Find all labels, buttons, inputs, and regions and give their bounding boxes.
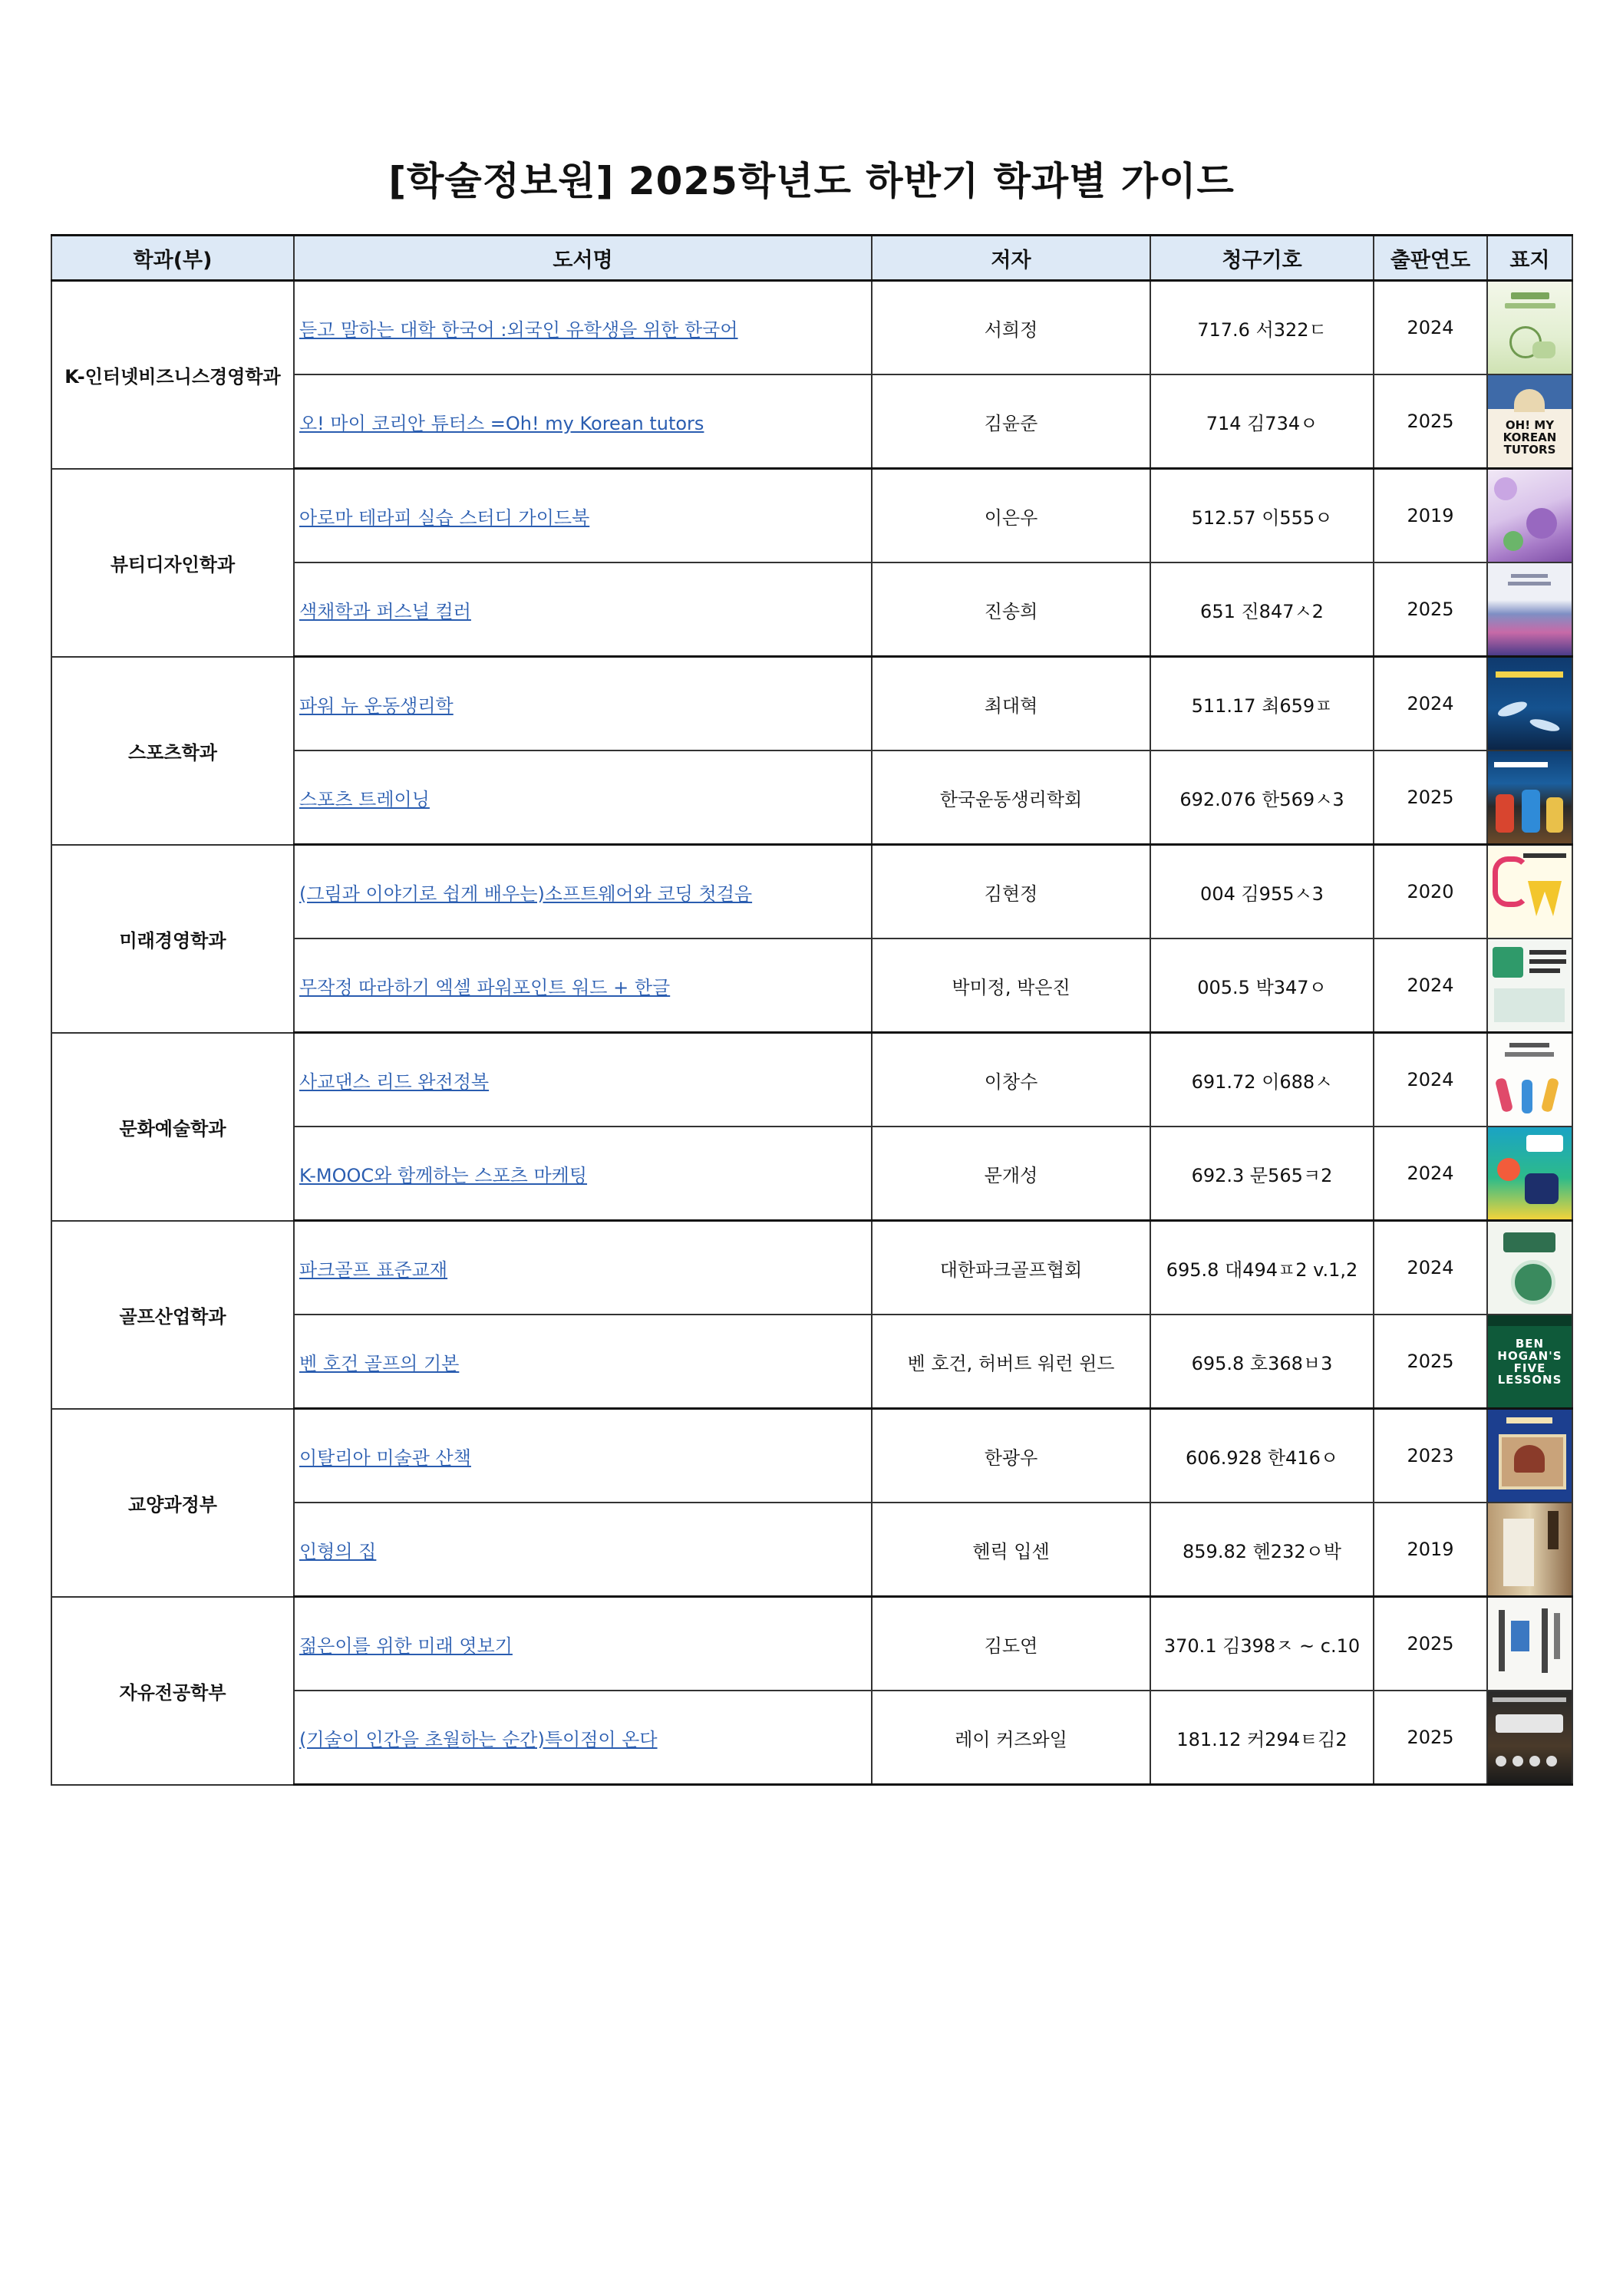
book-title-link[interactable]: 사교댄스 리드 완전정복 (299, 1070, 490, 1093)
book-title-link[interactable]: (기술이 인간을 초월하는 순간)특이점이 온다 (299, 1728, 658, 1750)
call-number-cell: 512.57 이555ㅇ (1150, 469, 1374, 563)
cover-cell (1487, 469, 1572, 563)
cover-cell (1487, 374, 1572, 469)
book-title-link[interactable]: 아로마 테라피 실습 스터디 가이드북 (299, 506, 590, 529)
call-number-cell: 511.17 최659ㅍ (1150, 657, 1374, 751)
book-cover-image (1488, 1503, 1572, 1595)
book-title-cell (294, 562, 872, 657)
cover-cell (1487, 657, 1572, 751)
book-title-link[interactable]: 색채학과 퍼스널 컬러 (299, 600, 471, 622)
author-cell: 김윤준 (872, 374, 1150, 469)
book-cover-image: OH! MY KOREAN TUTORS (1488, 375, 1572, 467)
call-number-cell: 370.1 김398ㅈ ~ c.10 (1150, 1597, 1374, 1691)
book-cover-image (1488, 1127, 1572, 1219)
author-cell: 박미정, 박은진 (872, 939, 1150, 1033)
pub-year-cell: 2019 (1374, 469, 1487, 563)
book-cover-image (1488, 1222, 1572, 1314)
book-cover-image (1488, 846, 1572, 938)
book-title-link[interactable]: 파워 뉴 운동생리학 (299, 694, 454, 717)
header-call-number: 청구기호 (1150, 236, 1374, 281)
table-row (51, 845, 1572, 939)
book-title-cell (294, 845, 872, 939)
table-row (51, 657, 1572, 751)
pub-year-cell: 2025 (1374, 374, 1487, 469)
book-cover-image (1488, 1691, 1572, 1783)
pub-year-cell: 2024 (1374, 657, 1487, 751)
cover-cell (1487, 1127, 1572, 1221)
book-title-cell (294, 939, 872, 1033)
table-row (51, 281, 1572, 375)
pub-year-cell: 2024 (1374, 281, 1487, 375)
book-cover-image (1488, 1598, 1572, 1690)
book-title-link[interactable]: 벤 호건 골프의 기본 (299, 1352, 460, 1374)
call-number-cell: 692.3 문565ㅋ2 (1150, 1127, 1374, 1221)
dept-cell: 미래경영학과 (51, 845, 294, 1033)
book-title-link[interactable]: 오! 마이 코리안 튜터스 =Oh! my Korean tutors (299, 412, 704, 434)
pub-year-cell: 2024 (1374, 1033, 1487, 1127)
book-title-cell (294, 1597, 872, 1691)
book-title-link[interactable]: 듣고 말하는 대학 한국어 :외국인 유학생을 위한 한국어 (299, 318, 738, 341)
book-title-cell (294, 1221, 872, 1315)
book-title-cell (294, 1033, 872, 1127)
book-cover-image (1488, 939, 1572, 1031)
book-title-cell (294, 1691, 872, 1785)
book-title-cell (294, 657, 872, 751)
book-cover-image: BEN HOGAN'S FIVE LESSONS (1488, 1315, 1572, 1407)
call-number-cell: 714 김734ㅇ (1150, 374, 1374, 469)
book-cover-image (1488, 563, 1572, 655)
book-cover-image (1488, 470, 1572, 562)
book-title-cell (294, 1127, 872, 1221)
call-number-cell: 717.6 서322ㄷ (1150, 281, 1374, 375)
header-author: 저자 (872, 236, 1150, 281)
pub-year-cell: 2025 (1374, 1315, 1487, 1409)
author-cell: 문개성 (872, 1127, 1150, 1221)
pub-year-cell: 2025 (1374, 1691, 1487, 1785)
call-number-cell: 004 김955ㅅ3 (1150, 845, 1374, 939)
table-row (51, 1409, 1572, 1503)
cover-cell (1487, 1409, 1572, 1503)
cover-cell (1487, 939, 1572, 1033)
header-cover: 표지 (1487, 236, 1572, 281)
cover-cell (1487, 845, 1572, 939)
dept-cell: 교양과정부 (51, 1409, 294, 1597)
cover-cell (1487, 1033, 1572, 1127)
book-cover-image (1488, 751, 1572, 843)
author-cell: 대한파크골프협회 (872, 1221, 1150, 1315)
book-title-cell (294, 469, 872, 563)
book-title-link[interactable]: 이탈리아 미술관 산책 (299, 1447, 471, 1469)
cover-cell (1487, 1597, 1572, 1691)
header-pub-year: 출판연도 (1374, 236, 1487, 281)
cover-cell (1487, 562, 1572, 657)
pub-year-cell: 2025 (1374, 562, 1487, 657)
pub-year-cell: 2024 (1374, 1221, 1487, 1315)
dept-cell: 자유전공학부 (51, 1597, 294, 1785)
call-number-cell: 606.928 한416ㅇ (1150, 1409, 1374, 1503)
author-cell: 김도연 (872, 1597, 1150, 1691)
book-cover-image (1488, 658, 1572, 750)
table-row (51, 469, 1572, 563)
author-cell: 김현정 (872, 845, 1150, 939)
book-title-cell (294, 1315, 872, 1409)
dept-cell: 골프산업학과 (51, 1221, 294, 1409)
cover-cell (1487, 1503, 1572, 1597)
cover-cell (1487, 750, 1572, 845)
book-title-link[interactable]: 젊은이를 위한 미래 엿보기 (299, 1635, 513, 1657)
cover-cell (1487, 281, 1572, 375)
book-title-link[interactable]: 무작정 따라하기 엑셀 파워포인트 워드 + 한글 (299, 976, 671, 998)
cover-cell (1487, 1691, 1572, 1785)
book-title-link[interactable]: K-MOOC와 함께하는 스포츠 마케팅 (299, 1164, 588, 1186)
author-cell: 서희정 (872, 281, 1150, 375)
cover-cell (1487, 1315, 1572, 1409)
header-book-title: 도서명 (294, 236, 872, 281)
call-number-cell: 005.5 박347ㅇ (1150, 939, 1374, 1033)
cover-cell (1487, 1221, 1572, 1315)
author-cell: 최대혁 (872, 657, 1150, 751)
author-cell: 레이 커즈와일 (872, 1691, 1150, 1785)
call-number-cell: 651 진847ㅅ2 (1150, 562, 1374, 657)
book-title-link[interactable]: 스포츠 트레이닝 (299, 788, 430, 810)
author-cell: 진송희 (872, 562, 1150, 657)
dept-cell: 문화예술학과 (51, 1033, 294, 1221)
book-title-cell (294, 281, 872, 375)
pub-year-cell: 2024 (1374, 1127, 1487, 1221)
book-cover-image (1488, 1410, 1572, 1502)
author-cell: 헨릭 입센 (872, 1503, 1150, 1597)
book-title-cell (294, 374, 872, 469)
call-number-cell: 691.72 이688ㅅ (1150, 1033, 1374, 1127)
table-row (51, 1221, 1572, 1315)
book-title-cell (294, 750, 872, 845)
pub-year-cell: 2020 (1374, 845, 1487, 939)
author-cell: 한국운동생리학회 (872, 750, 1150, 845)
pub-year-cell: 2025 (1374, 1597, 1487, 1691)
dept-cell: 뷰티디자인학과 (51, 469, 294, 657)
pub-year-cell: 2019 (1374, 1503, 1487, 1597)
book-title-cell (294, 1503, 872, 1597)
pub-year-cell: 2024 (1374, 939, 1487, 1033)
call-number-cell: 859.82 헨232ㅇ박 (1150, 1503, 1374, 1597)
pub-year-cell: 2023 (1374, 1409, 1487, 1503)
call-number-cell: 692.076 한569ㅅ3 (1150, 750, 1374, 845)
table-row (51, 1033, 1572, 1127)
department-guide-table (51, 234, 1573, 1786)
author-cell: 이은우 (872, 469, 1150, 563)
author-cell: 벤 호건, 허버트 워런 윈드 (872, 1315, 1150, 1409)
book-title-link[interactable]: (그림과 이야기로 쉽게 배우는)소프트웨어와 코딩 첫걸음 (299, 882, 753, 905)
book-title-link[interactable]: 파크골프 표준교재 (299, 1259, 448, 1281)
page-title: [학술정보원] 2025학년도 하반기 학과별 가이드 (388, 159, 1235, 203)
book-title-cell (294, 1409, 872, 1503)
header-dept: 학과(부) (51, 236, 294, 281)
book-cover-image (1488, 282, 1572, 374)
dept-cell: K-인터넷비즈니스경영학과 (51, 281, 294, 469)
table-row (51, 1597, 1572, 1691)
pub-year-cell: 2025 (1374, 750, 1487, 845)
call-number-cell: 695.8 대494ㅍ2 v.1,2 (1150, 1221, 1374, 1315)
dept-cell: 스포츠학과 (51, 657, 294, 845)
book-title-link[interactable]: 인형의 집 (299, 1540, 377, 1562)
call-number-cell: 695.8 호368ㅂ3 (1150, 1315, 1374, 1409)
author-cell: 한광우 (872, 1409, 1150, 1503)
book-cover-image (1488, 1034, 1572, 1126)
author-cell: 이창수 (872, 1033, 1150, 1127)
table-header-row (51, 236, 1572, 281)
call-number-cell: 181.12 커294ㅌ김2 (1150, 1691, 1374, 1785)
